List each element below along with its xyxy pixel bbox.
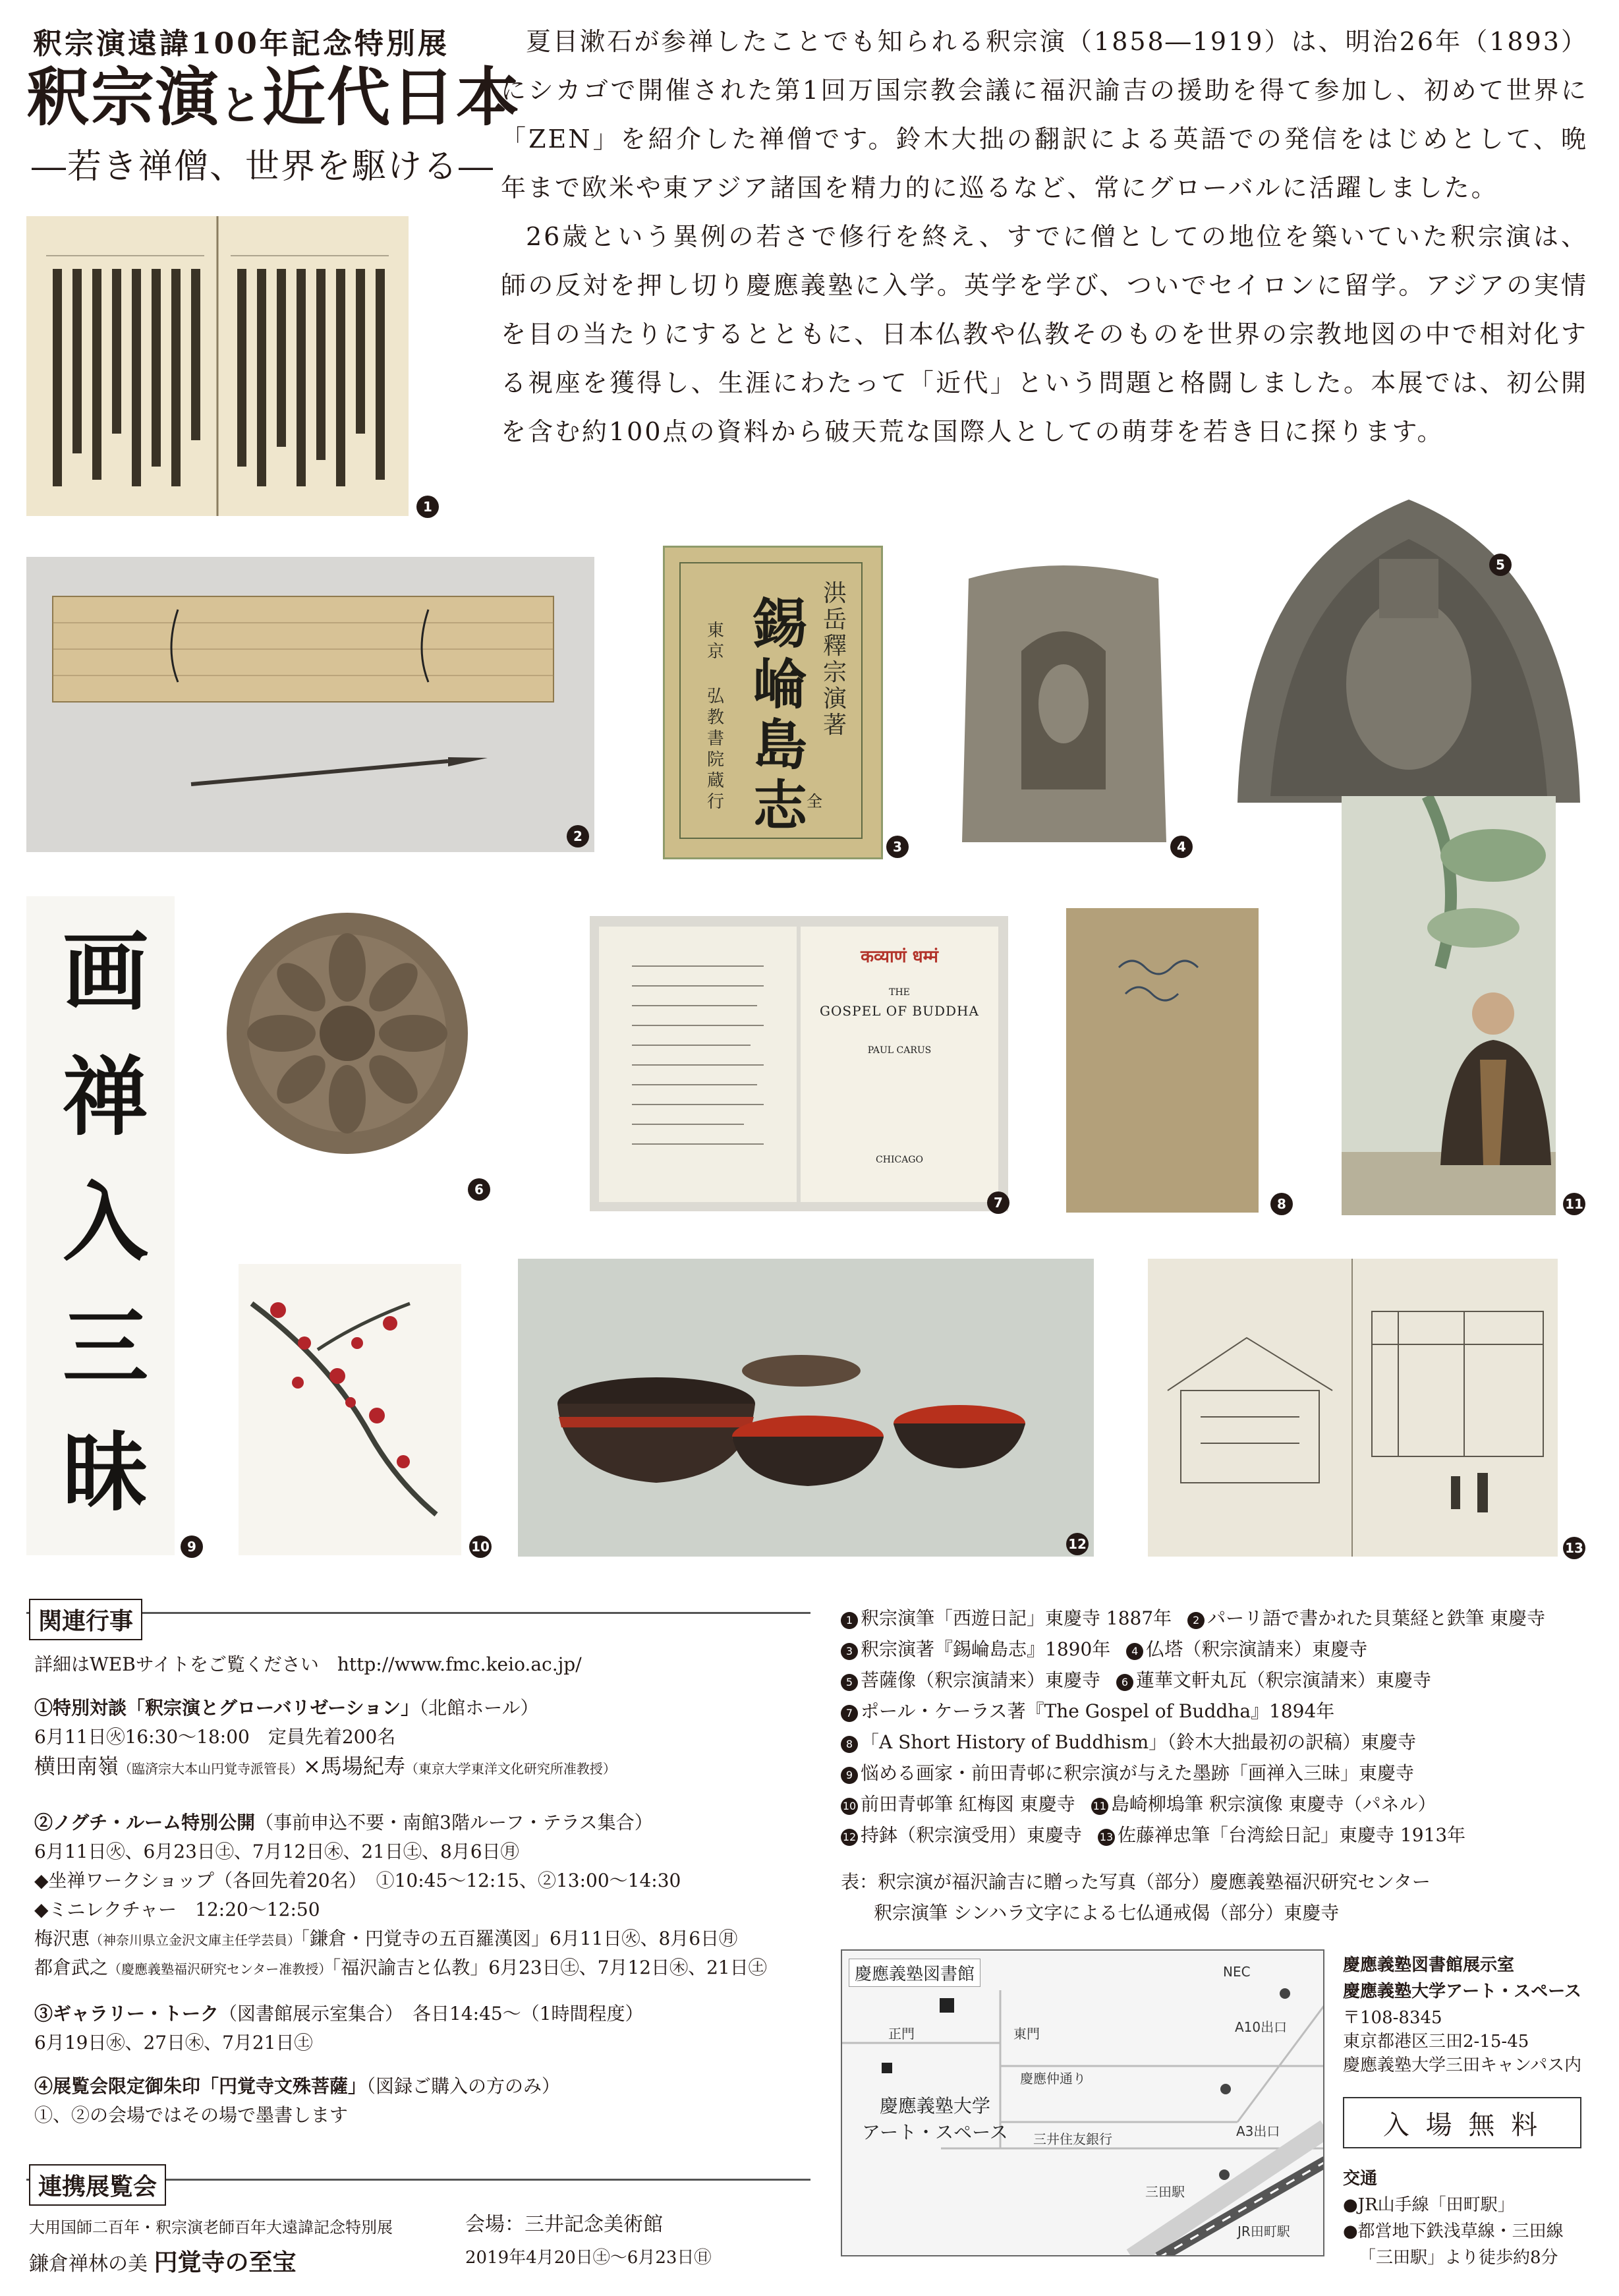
photo-stone-stupa [949,552,1178,857]
partner-line-2 [29,2244,297,2278]
gospel-title: GOSPEL OF BUDDHA [820,1003,979,1019]
map-art-space-2: アート・スペース [862,2121,1008,2143]
photo-number-4: 4 [1170,836,1193,858]
gospel-author: PAUL CARUS [867,1045,932,1056]
event-2-mini-lecture: ◆ミニレクチャー 12:20～12:50 [34,1899,320,1920]
event-1-place: （北館ホール） [419,1697,539,1719]
photo-bodhisattva [1231,486,1587,817]
plum-illustration [239,1264,461,1555]
photo-alms-bowls [518,1259,1094,1557]
map-mita: 三田駅 [1145,2184,1185,2200]
caption-number: 1 [841,1612,858,1629]
photo-number-7: 7 [987,1191,1009,1214]
caption-number: 11 [1091,1798,1108,1815]
photo-number-3: 3 [886,836,909,858]
caption-line [841,1665,1592,1696]
photo-number-11: 11 [1563,1193,1585,1215]
photo-taiwan-sketch-diary [1148,1259,1558,1557]
photo-number-9: 9 [181,1535,203,1558]
map-a10: A10出口 [1235,2019,1288,2035]
caption-text: 悩める画家・前田青邨に釈宗演が与えた墨跡「画禅入三昧」東慶寺 [861,1762,1415,1784]
map-art-space-1: 慶應義塾大学 [879,2095,990,2117]
partner-venue: 会場：三井記念美術館 [465,2213,663,2236]
book-title-suffix: 全 [807,792,822,811]
caption-number: 8 [841,1736,858,1753]
caption-line [841,1727,1592,1758]
gospel-the: THE [889,987,910,998]
diary-illustration [26,216,409,516]
title-part-a: 釈宗演 [26,60,220,134]
caption-number: 9 [841,1767,858,1784]
event-3-title [34,1999,644,2028]
intro-paragraph-1: 夏目漱石が参禅したことでも知られる釈宗演（1858―1919）は、明治26年（1893）にシカゴで開催された第1回万国宗教会議に福沢諭吉の援助を得て参加し、初めて世界に「ZEN」を紹介した禅僧です。鈴木大拙の翻訳による英語での発信をはじめとして、晩年まで欧米や東アジア諸国を精力的に巡るなど、常にグローバルに活躍しました。 [501,27,1588,202]
event-2-workshop: ◆坐禅ワークショップ（各回先着20名） ①10:45～12:15、②13:00～14:30 [34,1870,681,1891]
caption-text: 菩薩像（釈宗演請来）東慶寺 [861,1669,1101,1691]
caption-text: 島崎柳塢筆 釈宗演像 東慶寺（パネル） [1110,1793,1436,1815]
photo-calligraphy-scroll [26,896,175,1555]
photo-ceylon-book [663,546,883,859]
photo-diary [26,216,409,516]
event-3-dates: 6月19日㊌、27日㊍、7月21日㊏ [34,2032,313,2053]
map-library: 慶應義塾図書館 [849,1959,980,1987]
lecturer-1: 梅沢恵 [34,1928,90,1949]
captions-block [841,1603,1592,1851]
event-1-name: ①特別対談「釈宗演とグローバリゼーション」 [34,1697,420,1719]
caption-text: 「A Short History of Buddhism」（鈴木大拙最初の訳稿）東慶寺 [861,1731,1417,1753]
event-1-cross: × [303,1754,321,1779]
venue-art-space: 慶應義塾大学アート・スペース [1343,1982,1581,2001]
caption-text: 前田青邨筆 紅梅図 東慶寺 [861,1793,1075,1815]
exhibition-tagline: ―若き禅僧、世界を駆ける― [32,147,495,187]
caption-text: ポール・ケーラス著『The Gospel of Buddha』1894年 [861,1700,1335,1722]
lecturer-1-note: （神奈川県立金沢文庫主任学芸員） [90,1932,301,1948]
photo-roof-tile [224,902,471,1165]
event-3-note: （図書館展示室集合） 各日14:45～（1時間程度） [219,2003,644,2024]
title-part-c: 近代日本 [262,60,521,134]
caption-line [841,1758,1592,1789]
caption-text: 釈宗演著『錫崘島志』1890年 [861,1638,1111,1660]
map-east-gate: 東門 [1013,2026,1040,2042]
event-2-title [34,1808,653,1837]
exhibition-subtitle: 釈宗演遠諱100年記念特別展 [33,27,449,61]
map-art-space [862,2092,1008,2144]
photo-number-2: 2 [567,825,589,847]
calligraphy-text: 画禅入三昧 [62,921,148,1523]
caption-text: パーリ語で書かれた貝葉経と鉄筆 東慶寺 [1207,1607,1546,1629]
map-main-gate: 正門 [888,2026,915,2042]
photo-plum-blossom [239,1264,461,1555]
caption-text: 持鉢（釈宗演受用）東慶寺 [861,1824,1083,1846]
map-a3: A3出口 [1236,2123,1280,2139]
caption-text: 蓮華文軒丸瓦（釈宗演請来）東慶寺 [1136,1669,1432,1691]
caption-text: 佐藤禅忠筆「台湾絵日記」東慶寺 1913年 [1118,1824,1466,1846]
caption-number: 5 [841,1674,858,1691]
event-1-title [34,1694,539,1723]
partner-dates: 2019年4月20日㊏～6月23日㊐ [465,2248,712,2268]
lecture-2-talk: 「福沢諭吉と仏教」6月23日㊏、7月12日㊍、21日㊏ [331,1957,767,1978]
caption-number: 6 [1116,1674,1133,1691]
event-3-name: ③ギャラリー・トーク [34,2003,219,2024]
lecture-1-talk: 「鎌倉・円覚寺の五百羅漢図」6月11日㊋、8月6日㊊ [300,1928,738,1949]
photo-number-13: 13 [1563,1537,1585,1559]
lecturer-2-note: （慶應義塾福沢研究センター准教授） [108,1961,332,1977]
caption-number: 10 [841,1798,858,1815]
caption-number: 4 [1126,1643,1143,1660]
access-line-3: 「三田駅」より徒歩約8分 [1359,2248,1558,2268]
event-2-dates: 6月11日㊋、6月23日㊏、7月12日㊍、21日㊏、8月6日㊊ [34,1841,519,1862]
event-2-lecture-1 [34,1924,737,1955]
event-4-name: ④展覧会限定御朱印「円覚寺文殊菩薩」 [34,2075,367,2097]
portrait-illustration [1342,796,1556,1215]
photo-short-history-notebook [1066,908,1259,1213]
book-publisher: 弘教書院蔵行 [706,687,724,812]
photo-number-12: 12 [1066,1533,1089,1555]
event-4-note: （図録ご購入の方のみ） [366,2075,561,2097]
cover-note-2: 釈宗演筆 シンハラ文字による七仏通戒偈（部分）東慶寺 [874,1902,1340,1924]
event-1-speaker-1: 横田南嶺 [34,1754,119,1779]
event-1-speaker-2-note: （東京大学東洋文化研究所准教授） [405,1761,616,1777]
venue-address: 東京都港区三田2-15-45 [1343,2032,1529,2052]
caption-number: 2 [1187,1612,1205,1629]
photo-number-6: 6 [468,1178,490,1201]
gospel-right-page [801,927,998,1202]
photo-number-8: 8 [1270,1193,1293,1215]
events-web-note: 詳細はWEBサイトをご覧ください http://www.fmc.keio.ac.jp/ [34,1653,582,1675]
access-line-1: ●JR山手線「田町駅」 [1343,2195,1515,2215]
bowls-illustration [518,1259,1094,1557]
book-title: 錫崘島志 [753,592,807,838]
stupa-illustration [949,552,1178,857]
event-2-name: ②ノグチ・ルーム特別公開 [34,1812,256,1833]
partner-heading: 連携展覧会 [29,2164,166,2206]
book-author: 洪岳釋宗演著 [822,580,847,739]
photo-portrait-painting [1342,796,1556,1215]
access-heading: 交通 [1343,2169,1378,2189]
photo-number-10: 10 [469,1535,492,1558]
events-rule [26,1612,810,1614]
partner-line-2b: 円覚寺の至宝 [154,2249,297,2276]
lecturer-2: 都倉武之 [34,1957,109,1978]
caption-number: 12 [841,1829,858,1846]
event-4-title [34,2072,560,2101]
event-1-speaker-1-note: （臨済宗大本山円覚寺派管長） [119,1761,304,1777]
photo-number-5: 5 [1489,554,1512,576]
photo-palm-leaf-sutra [26,557,594,852]
events-heading: 関連行事 [29,1599,142,1640]
event-1-speaker-2: 馬場紀寿 [320,1754,405,1779]
event-4-line2: ①、②の会場ではその場で墨書します [34,2104,349,2126]
title-part-b: と [220,81,263,129]
caption-text: 仏塔（釈宗演請来）東慶寺 [1146,1638,1368,1660]
cover-note-1: 表：釈宗演が福沢諭吉に贈った写真（部分）慶應義塾福沢研究センター [841,1871,1431,1893]
caption-line [841,1820,1592,1851]
book-place: 東京 [706,621,724,662]
notebook-illustration [1066,908,1259,1213]
event-2-lecture-2 [34,1953,767,1984]
bodhisattva-illustration [1231,486,1587,817]
caption-number: 3 [841,1643,858,1660]
map-jr: JR田町駅 [1237,2224,1290,2239]
roof-tile-illustration [224,902,471,1165]
event-2-note: （事前申込不要・南館3階ルーフ・テラス集合） [255,1812,653,1833]
gospel-pali: कव्याणं धम्मं [861,947,938,967]
venue-library: 慶應義塾図書館展示室 [1343,1955,1515,1975]
photo-gospel-of-buddha [590,916,1008,1211]
venue-campus: 慶應義塾大学三田キャンパス内 [1343,2055,1582,2075]
caption-line [841,1634,1592,1665]
free-admission-badge: 入 場 無 料 [1343,2097,1581,2148]
sketch-illustration [1148,1259,1558,1557]
partner-line-2a: 鎌倉禅林の美 [29,2253,148,2276]
photo-number-1: 1 [416,496,439,518]
intro-paragraph-2: 26歳という異例の若さで修行を終え、すでに僧としての地位を築いていた釈宗演は、師の反対を押し切り慶應義塾に入学。英学を学び、ついでセイロンに留学。アジアの実情を目の当たりにするとともに、日本仏教や仏教そのものを世界の宗教地図の中で相対化する視座を獲得し、生涯にわたって「近代」という問題と格闘しました。本展では、初公開を含む約100点の資料から破天荒な国際人としての萌芽を若き日に探ります。 [501,222,1588,446]
partner-line-1: 大用国師二百年・釈宗演老師百年大遠諱記念特別展 [29,2218,393,2237]
caption-number: 13 [1098,1829,1115,1846]
event-1-speakers [34,1752,616,1783]
caption-text: 釈宗演筆「西遊日記」東慶寺 1887年 [861,1607,1172,1629]
access-map [841,1949,1324,2256]
gospel-publisher: CHICAGO [876,1155,923,1165]
gospel-left-page [599,927,797,1202]
intro-text [501,17,1588,456]
caption-line [841,1789,1592,1820]
caption-line [841,1696,1592,1727]
exhibition-title [26,60,521,134]
map-street: 慶應仲通り [1020,2071,1086,2086]
palm-leaf-illustration [26,557,594,852]
venue-zip: 〒108-8345 [1343,2008,1442,2028]
map-bank: 三井住友銀行 [1033,2131,1112,2147]
event-1-time: 6月11日㊋16:30～18:00 定員先着200名 [34,1726,396,1748]
caption-number: 7 [841,1705,858,1722]
map-nec: NEC [1223,1964,1251,1980]
caption-line [841,1603,1592,1634]
access-line-2: ●都営地下鉄浅草線・三田線 [1343,2222,1564,2241]
gospel-left-lines [599,927,797,1202]
